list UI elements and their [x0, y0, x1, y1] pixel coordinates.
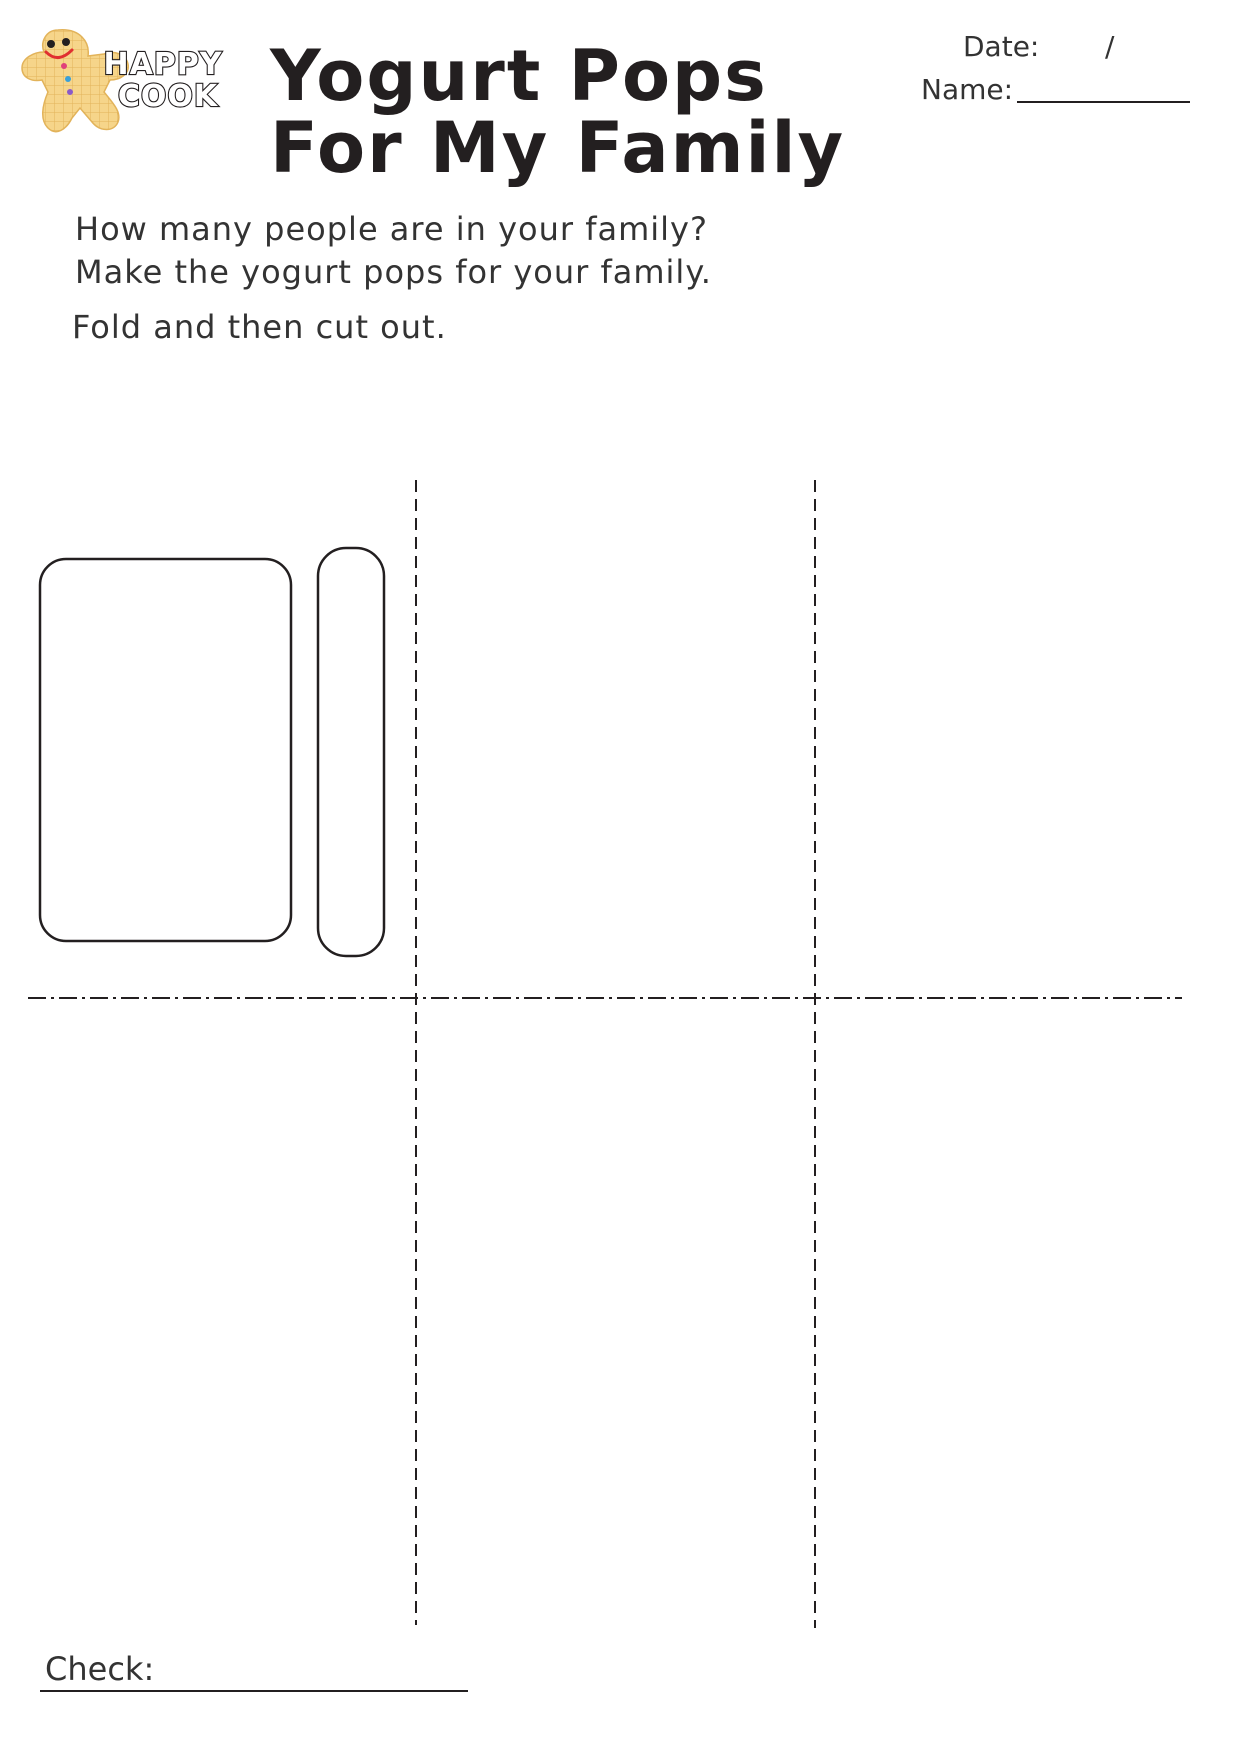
- instruction-line-1: How many people are in your family?: [75, 210, 708, 248]
- check-write-line[interactable]: [40, 1690, 468, 1692]
- title-line-1: Yogurt Pops: [270, 35, 768, 117]
- title-line-2: For My Family: [270, 107, 846, 189]
- date-label: Date:: [963, 30, 1040, 63]
- yogurt-pop-body-outline: [40, 559, 291, 941]
- check-label: Check:: [45, 1650, 155, 1688]
- instruction-line-3: Fold and then cut out.: [72, 308, 447, 346]
- date-separator: /: [1105, 30, 1115, 63]
- instruction-line-2: Make the yogurt pops for your family.: [75, 253, 712, 291]
- logo-text-happy: HAPPY: [103, 47, 223, 82]
- logo-text-cook: COOK: [117, 79, 219, 114]
- name-label: Name:: [921, 73, 1014, 106]
- yogurt-pop-stick-outline: [318, 548, 384, 956]
